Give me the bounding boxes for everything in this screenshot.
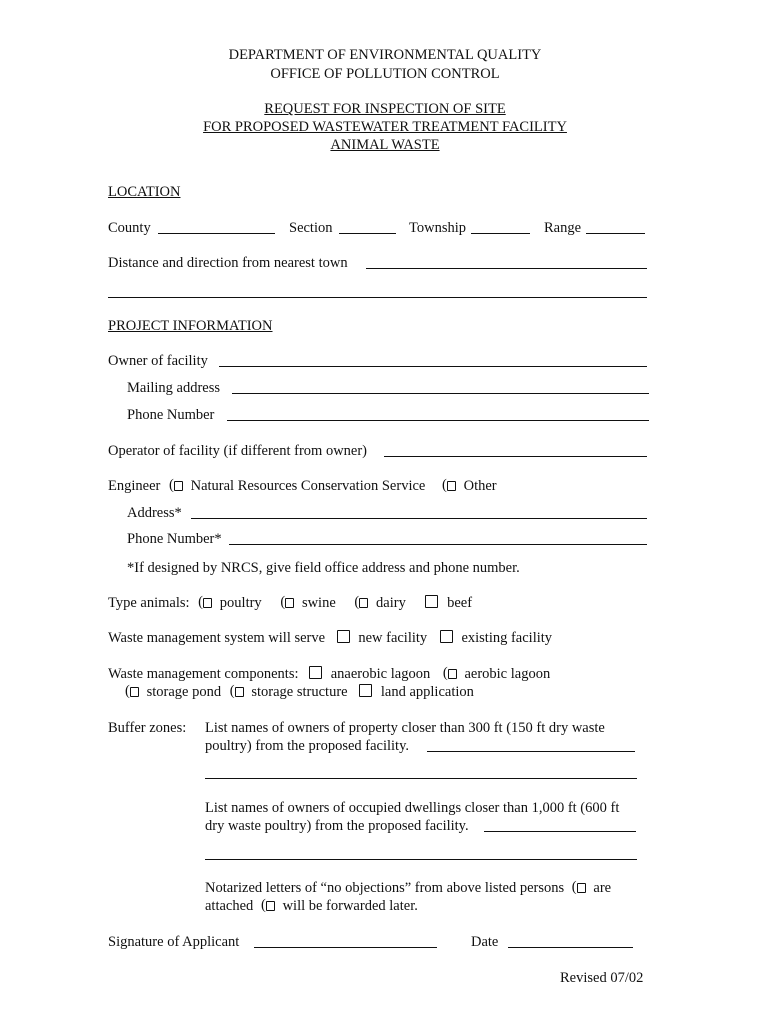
buffer-dwellings-text-line2: dry waste poultry) from the proposed facility. bbox=[205, 818, 469, 834]
engineer-address-field[interactable] bbox=[191, 518, 647, 519]
beef-label: beef bbox=[447, 595, 473, 611]
buffer-property-text-line1: List names of owners of property closer than 300 ft (150 ft dry waste bbox=[205, 720, 605, 736]
system-serve-label: Waste management system will serve bbox=[108, 630, 326, 646]
township-label: Township bbox=[409, 220, 466, 236]
buffer-dwellings-text-line1: List names of owners of occupied dwellings closer than 1,000 ft (600 ft bbox=[205, 800, 620, 816]
components-row2 bbox=[126, 683, 474, 701]
buffer-dwellings-field-line2[interactable] bbox=[205, 859, 637, 860]
poultry-label: poultry bbox=[219, 595, 262, 611]
department-heading: DEPARTMENT OF ENVIRONMENTAL QUALITY bbox=[228, 47, 542, 63]
components-label: Waste management components: bbox=[108, 666, 299, 682]
poultry-checkbox[interactable] bbox=[199, 596, 213, 608]
aerobic-lagoon-checkbox[interactable] bbox=[444, 667, 458, 679]
attached-label: attached bbox=[205, 898, 254, 914]
letters-attached-checkbox[interactable] bbox=[573, 881, 587, 893]
county-label: County bbox=[108, 220, 151, 236]
aerobic-lagoon-label: aerobic lagoon bbox=[464, 666, 551, 682]
form-title-line1: REQUEST FOR INSPECTION OF SITE bbox=[264, 101, 506, 117]
type-animals-label: Type animals: bbox=[108, 595, 190, 611]
system-serve-row bbox=[108, 629, 552, 647]
storage-pond-checkbox[interactable] bbox=[126, 685, 140, 697]
new-facility-label: new facility bbox=[358, 630, 428, 646]
letters-forwarded-checkbox[interactable] bbox=[262, 899, 276, 911]
distance-field[interactable] bbox=[366, 268, 647, 269]
phone-number-field[interactable] bbox=[227, 420, 649, 421]
owner-field[interactable] bbox=[219, 366, 647, 367]
anaerobic-lagoon-label: anaerobic lagoon bbox=[330, 666, 431, 682]
county-field[interactable] bbox=[158, 233, 275, 234]
dairy-label: dairy bbox=[376, 595, 406, 611]
notarized-row2 bbox=[205, 897, 418, 915]
project-information-heading: PROJECT INFORMATION bbox=[108, 318, 273, 334]
anaerobic-lagoon-checkbox[interactable] bbox=[309, 666, 322, 679]
location-heading: LOCATION bbox=[108, 184, 181, 200]
nrcs-label: Natural Resources Conservation Service bbox=[190, 478, 426, 494]
range-label: Range bbox=[544, 220, 582, 236]
new-facility-checkbox[interactable] bbox=[337, 630, 350, 643]
engineer-label: Engineer bbox=[108, 478, 161, 494]
buffer-property-field[interactable] bbox=[427, 751, 635, 752]
storage-pond-label: storage pond bbox=[146, 684, 222, 700]
phone-number-label: Phone Number bbox=[127, 407, 215, 423]
land-application-checkbox[interactable] bbox=[359, 684, 372, 697]
date-field[interactable] bbox=[508, 947, 633, 948]
land-application-label: land application bbox=[380, 684, 474, 700]
storage-structure-label: storage structure bbox=[251, 684, 348, 700]
buffer-zones-label: Buffer zones: bbox=[108, 720, 187, 736]
buffer-property-text-line2: poultry) from the proposed facility. bbox=[205, 738, 410, 754]
are-label: are bbox=[593, 880, 612, 896]
notarized-text: Notarized letters of “no objections” from above listed persons bbox=[205, 880, 565, 896]
storage-structure-checkbox[interactable] bbox=[231, 685, 245, 697]
section-label: Section bbox=[289, 220, 333, 236]
signature-label: Signature of Applicant bbox=[108, 934, 240, 950]
distance-field-line2[interactable] bbox=[108, 297, 647, 298]
other-engineer-label: Other bbox=[463, 478, 497, 494]
swine-label: swine bbox=[301, 595, 336, 611]
beef-checkbox[interactable] bbox=[425, 595, 438, 608]
existing-facility-checkbox[interactable] bbox=[440, 630, 453, 643]
operator-field[interactable] bbox=[384, 456, 647, 457]
existing-facility-label: existing facility bbox=[461, 630, 553, 646]
owner-label: Owner of facility bbox=[108, 353, 208, 369]
buffer-property-field-line2[interactable] bbox=[205, 778, 637, 779]
engineer-phone-field[interactable] bbox=[229, 544, 647, 545]
swine-checkbox[interactable] bbox=[281, 596, 295, 608]
engineer-address-label: Address* bbox=[127, 505, 182, 521]
range-field[interactable] bbox=[586, 233, 645, 234]
revised-date: Revised 07/02 bbox=[560, 970, 644, 986]
operator-label: Operator of facility (if different from owner) bbox=[108, 443, 368, 459]
section-field[interactable] bbox=[339, 233, 396, 234]
forwarded-label: will be forwarded later. bbox=[282, 898, 418, 914]
date-label: Date bbox=[471, 934, 499, 950]
notarized-row bbox=[205, 879, 611, 897]
office-heading: OFFICE OF POLLUTION CONTROL bbox=[270, 66, 500, 82]
township-field[interactable] bbox=[471, 233, 530, 234]
nrcs-note: *If designed by NRCS, give field office address and phone number. bbox=[127, 560, 520, 576]
buffer-dwellings-field[interactable] bbox=[484, 831, 636, 832]
form-title-line3: ANIMAL WASTE bbox=[330, 137, 440, 153]
other-engineer-checkbox[interactable] bbox=[443, 479, 457, 491]
type-animals-row bbox=[108, 594, 472, 612]
engineer-row bbox=[108, 477, 497, 495]
nrcs-checkbox[interactable] bbox=[170, 479, 184, 491]
signature-field[interactable] bbox=[254, 947, 437, 948]
form-title-line2: FOR PROPOSED WASTEWATER TREATMENT FACILITY bbox=[203, 119, 567, 135]
mailing-address-field[interactable] bbox=[232, 393, 649, 394]
mailing-address-label: Mailing address bbox=[127, 380, 221, 396]
components-row bbox=[108, 665, 550, 683]
dairy-checkbox[interactable] bbox=[355, 596, 369, 608]
distance-label: Distance and direction from nearest town bbox=[108, 255, 348, 271]
engineer-phone-label: Phone Number* bbox=[127, 531, 222, 547]
